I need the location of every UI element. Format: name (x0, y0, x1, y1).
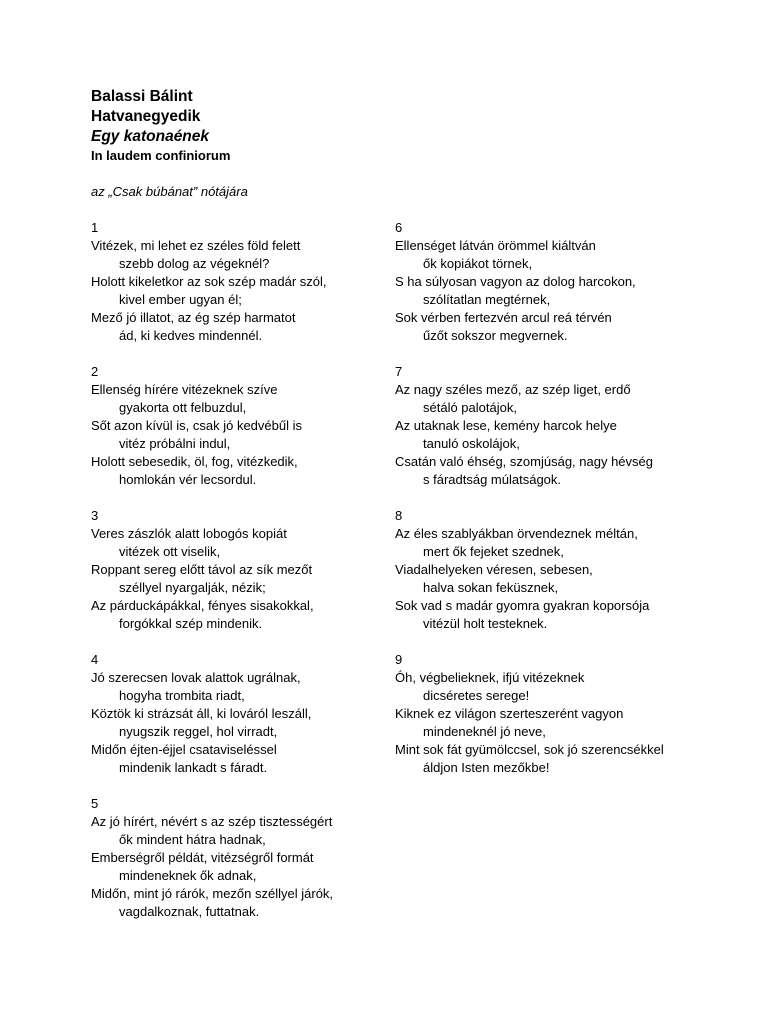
stanza-number: 5 (91, 796, 99, 811)
stanza-number: 8 (395, 508, 403, 523)
verse-line: Az párduckápákkal, fényes sisakokkal, (91, 598, 314, 613)
verse-line: mindeneknek ők adnak, (119, 868, 257, 883)
verse-line: Az utaknak lese, kemény harcok helye (395, 418, 617, 433)
verse-line: ád, ki kedves mindennél. (119, 328, 263, 343)
left-column (91, 219, 391, 939)
stanza (395, 507, 695, 633)
stanza-number: 1 (91, 220, 99, 235)
tune-note: az „Csak búbánat” nótájára (91, 184, 248, 199)
verse-line: homlokán vér lecsordul. (119, 472, 257, 487)
verse-line: szebb dolog az végeknél? (119, 256, 270, 271)
stanza (91, 363, 391, 489)
verse-line: Holott sebesedik, öl, fog, vitézkedik, (91, 454, 298, 469)
verse-line: Veres zászlók alatt lobogós kopiát (91, 526, 287, 541)
verse-line: Sok vad s madár gyomra gyakran koporsója (395, 598, 650, 613)
verse-line: Az nagy széles mező, az szép liget, erdő (395, 382, 631, 397)
verse-line: űzőt sokszor megvernek. (423, 328, 568, 343)
verse-line: halva sokan feküsznek, (423, 580, 559, 595)
verse-line: Ellenséget látván örömmel kiáltván (395, 238, 596, 253)
stanza (395, 219, 695, 345)
verse-line: dicséretes serege! (423, 688, 530, 703)
verse-line: tanuló oskolájok, (423, 436, 520, 451)
stanza-number: 6 (395, 220, 403, 235)
verse-line: Viadalhelyeken véresen, sebesen, (395, 562, 593, 577)
stanza-number: 3 (91, 508, 99, 523)
verse-line: kivel ember ugyan él; (119, 292, 242, 307)
verse-line: vitézek ott viselik, (119, 544, 221, 559)
verse-line: Roppant sereg előtt távol az sík mezőt (91, 562, 313, 577)
verse-line: ők mindent hátra hadnak, (119, 832, 266, 847)
stanza-number: 9 (395, 652, 403, 667)
poem-subtitle: Egy katonaének (91, 128, 210, 145)
verse-line: gyakorta ott felbuzdul, (119, 400, 247, 415)
verse-line: Ellenség hírére vitézeknek szíve (91, 382, 278, 397)
verse-line: vagdalkoznak, futtatnak. (119, 904, 260, 919)
author-name: Balassi Bálint (91, 88, 193, 105)
verse-line: Mező jó illatot, az ég szép harmatot (91, 310, 296, 325)
verse-line: széllyel nyargalják, nézik; (119, 580, 266, 595)
right-column (395, 219, 695, 795)
verse-line: Holott kikeletkor az sok szép madár szól, (91, 274, 327, 289)
verse-line: Köztök ki strázsát áll, ki lováról leszáll, (91, 706, 312, 721)
stanza-number: 7 (395, 364, 403, 379)
verse-line: forgókkal szép mindenik. (119, 616, 263, 631)
stanza (91, 795, 391, 921)
stanza (395, 363, 695, 489)
stanza (91, 507, 391, 633)
verse-line: hogyha trombita riadt, (119, 688, 245, 703)
verse-line: Sok vérben fertezvén arcul reá térvén (395, 310, 612, 325)
verse-line: Óh, végbelieknek, ifjú vitézeknek (395, 670, 585, 685)
verse-line: s fáradtság múlatságok. (423, 472, 562, 487)
verse-line: Kiknek ez világon szerteszerént vagyon (395, 706, 624, 721)
stanza (91, 219, 391, 345)
poem-header (91, 87, 691, 165)
verse-line: Az éles szablyákban örvendeznek méltán, (395, 526, 638, 541)
verse-line: sétáló palotájok, (423, 400, 517, 415)
verse-line: mert ők fejeket szednek, (423, 544, 564, 559)
verse-line: ők kopiákot törnek, (423, 256, 533, 271)
verse-line: mindeneknél jó neve, (423, 724, 546, 739)
stanza (91, 651, 391, 777)
verse-line: Csatán való éhség, szomjúság, nagy hévség (395, 454, 653, 469)
verse-line: S ha súlyosan vagyon az dolog harcokon, (395, 274, 636, 289)
poem-title: Hatvanegyedik (91, 108, 201, 125)
stanza-number: 4 (91, 652, 99, 667)
verse-line: Jó szerecsen lovak alattok ugrálnak, (91, 670, 301, 685)
stanza-number: 2 (91, 364, 99, 379)
verse-line: mindenik lankadt s fáradt. (119, 760, 268, 775)
verse-line: Vitézek, mi lehet ez széles föld felett (91, 238, 301, 253)
stanza (395, 651, 695, 777)
verse-line: vitéz próbálni indul, (119, 436, 231, 451)
verse-line: Midőn, mint jó rárók, mezőn széllyel járók, (91, 886, 334, 901)
verse-line: Emberségről példát, vitézségről formát (91, 850, 314, 865)
verse-line: Sőt azon kívül is, csak jó kedvébűl is (91, 418, 302, 433)
verse-line: Mint sok fát gyümölccsel, sok jó szerencsékkel (395, 742, 664, 757)
verse-line: nyugszik reggel, hol virradt, (119, 724, 278, 739)
verse-line: áldjon Isten mezőkbe! (423, 760, 550, 775)
verse-line: Midőn éjten-éjjel csataviseléssel (91, 742, 277, 757)
verse-line: Az jó hírért, névért s az szép tisztességért (91, 814, 333, 829)
verse-line: vitézül holt testeknek. (423, 616, 548, 631)
verse-line: szólítatlan megtérnek, (423, 292, 551, 307)
latin-subtitle: In laudem confiniorum (91, 148, 231, 163)
